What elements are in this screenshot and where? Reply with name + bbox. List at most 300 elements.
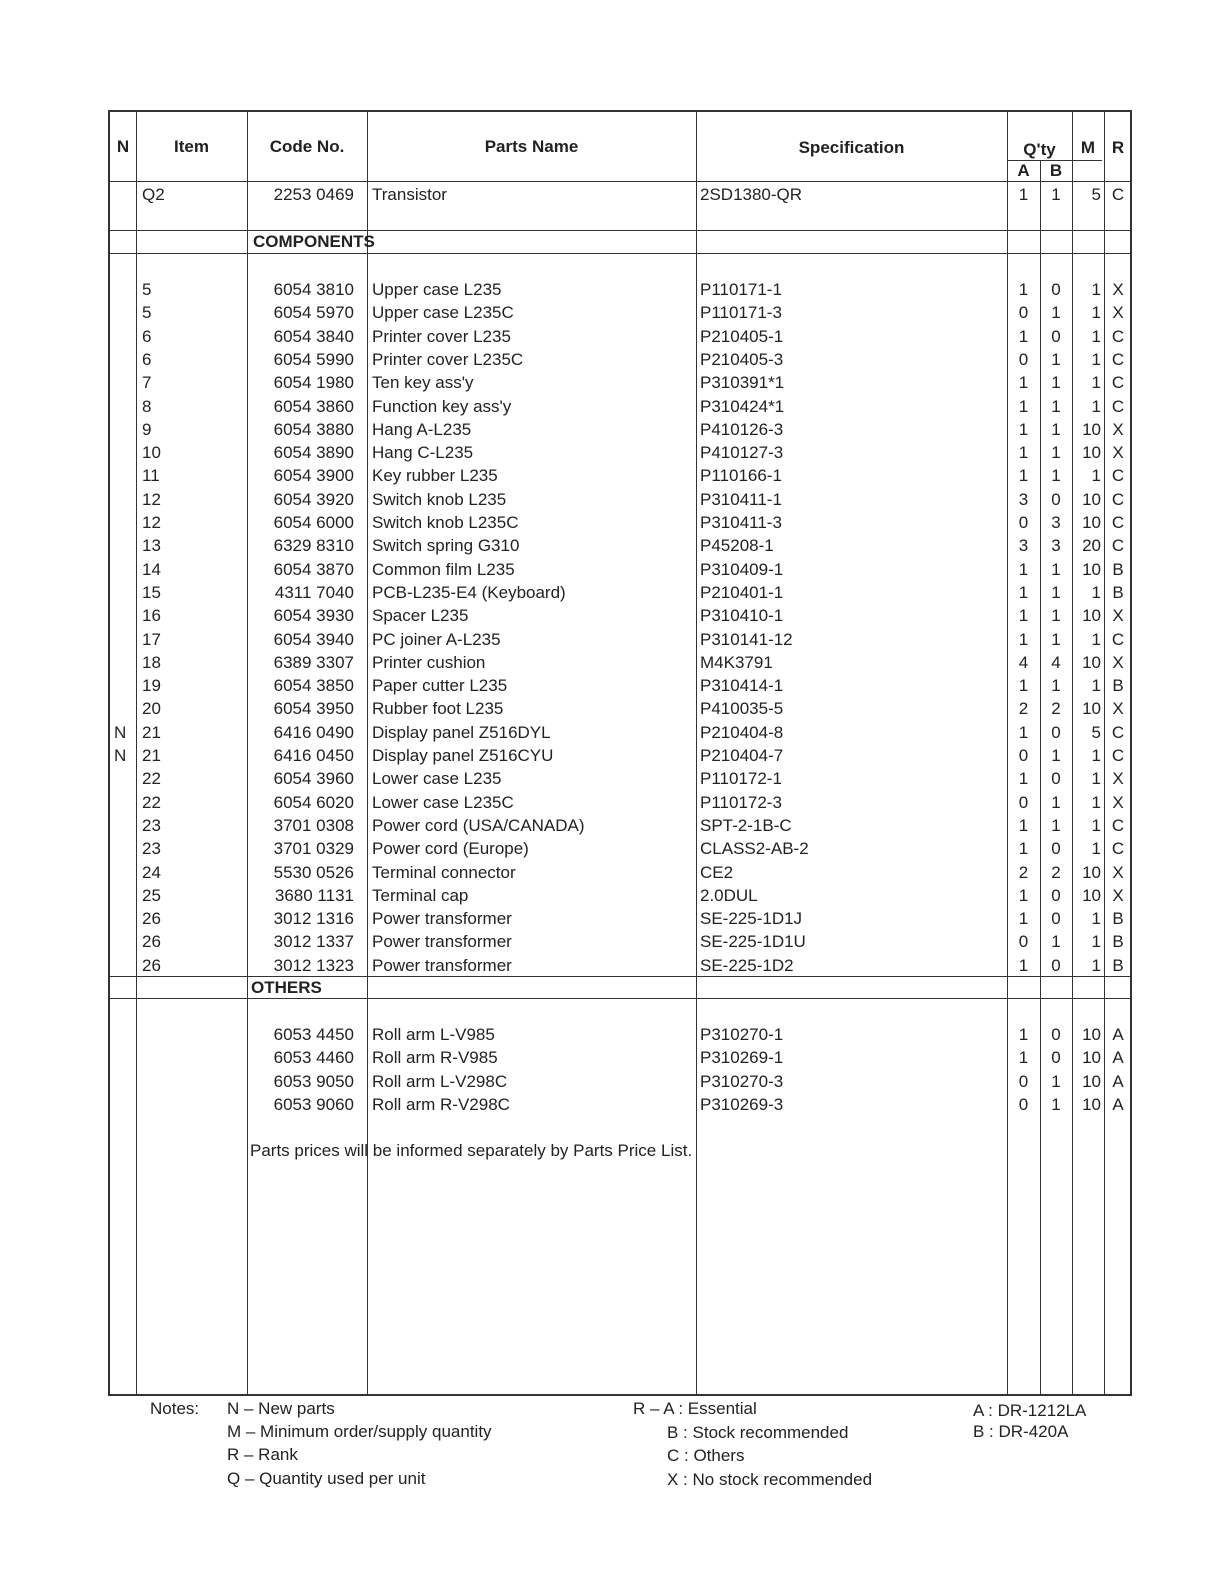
table-cell-r: C — [1111, 396, 1125, 416]
table-cell-m: 10 — [1082, 489, 1101, 509]
table-cell-m: 1 — [1091, 396, 1101, 416]
table-cell-m: 1 — [1091, 373, 1101, 393]
table-cell-a: 1 — [1018, 466, 1029, 486]
table-cell-code: 6054 3850 — [273, 676, 354, 696]
table-cell-code: 6053 9050 — [273, 1071, 354, 1091]
table-cell-name: Function key ass'y — [372, 396, 512, 416]
table-cell-spec: P110171-3 — [700, 303, 782, 323]
note-middle-2: C : Others — [667, 1446, 745, 1465]
table-cell-m: 1 — [1091, 629, 1101, 649]
table-cell-b: 1 — [1051, 676, 1061, 696]
table-cell-item: 16 — [142, 606, 161, 626]
table-cell-name: Paper cutter L235 — [372, 676, 508, 696]
table-cell-spec: P310424*1 — [700, 396, 785, 416]
table-cell-code: 4311 7040 — [274, 582, 354, 602]
table-cell-item: 24 — [142, 862, 161, 882]
table-cell-a: 1 — [1018, 280, 1029, 299]
table-cell-b: 0 — [1051, 489, 1061, 509]
table-cell-r: A — [1112, 1025, 1124, 1044]
table-cell-a: 1 — [1018, 606, 1029, 626]
table-cell-b: 1 — [1051, 373, 1061, 393]
table-cell-m: 10 — [1082, 862, 1101, 882]
table-cell-item: 13 — [142, 536, 161, 556]
notes-label: Notes: — [150, 1399, 200, 1418]
table-cell-a: 1 — [1018, 629, 1029, 649]
table-cell-item: 14 — [142, 559, 161, 579]
table-cell-r: X — [1112, 769, 1124, 789]
table-cell-name: Rubber foot L235 — [372, 699, 504, 719]
table-cell-r: C — [1111, 629, 1125, 649]
table-cell-r: B — [1112, 582, 1124, 602]
table-cell-name: Switch knob L235 — [372, 489, 507, 509]
table-cell-a: 1 — [1018, 185, 1029, 204]
header-r: R — [1111, 138, 1125, 157]
table-cell-m: 10 — [1082, 606, 1101, 626]
table-cell-name: PCB-L235-E4 (Keyboard) — [372, 582, 566, 602]
table-cell-name: Key rubber L235 — [372, 466, 498, 486]
table-cell-item: 17 — [142, 629, 161, 649]
table-cell-m: 10 — [1082, 443, 1101, 463]
table-cell-a: 1 — [1018, 815, 1029, 835]
table-cell-r: X — [1112, 652, 1124, 672]
table-cell-spec: P310269-1 — [700, 1048, 784, 1068]
table-cell-spec: P310269-3 — [700, 1094, 784, 1114]
table-cell-a: 1 — [1018, 396, 1029, 416]
table-cell-r: A — [1112, 1094, 1124, 1114]
others-bottom-line — [110, 998, 1130, 999]
price-note: Parts prices will be informed separately by Parts Price List. — [250, 1141, 693, 1160]
table-cell-item: 20 — [142, 699, 161, 719]
table-cell-r: X — [1112, 792, 1124, 812]
table-cell-m: 1 — [1091, 746, 1101, 765]
table-cell-r: B — [1112, 932, 1124, 952]
table-cell-name: Roll arm R-V985 — [372, 1048, 498, 1068]
table-cell-b: 1 — [1051, 303, 1061, 323]
table-cell-b: 3 — [1051, 513, 1061, 532]
table-cell-code: 3701 0308 — [273, 815, 354, 835]
table-cell-b: 1 — [1051, 419, 1061, 439]
table-cell-a: 2 — [1018, 699, 1029, 719]
table-cell-a: 0 — [1018, 792, 1029, 812]
table-cell-a: 0 — [1018, 1094, 1029, 1114]
table-cell-r: C — [1111, 373, 1125, 393]
table-cell-m: 10 — [1082, 885, 1101, 905]
table-cell-name: Spacer L235 — [372, 606, 469, 626]
table-cell-a: 0 — [1018, 1071, 1029, 1091]
table-cell-item: Q2 — [142, 185, 165, 204]
table-cell-m: 1 — [1091, 792, 1101, 812]
table-cell-code: 6054 5970 — [273, 303, 354, 323]
table-cell-b: 0 — [1051, 955, 1061, 975]
table-cell-m: 1 — [1091, 839, 1101, 859]
table-cell-b: 3 — [1051, 536, 1061, 556]
table-cell-b: 2 — [1051, 862, 1061, 882]
table-cell-m: 1 — [1091, 349, 1101, 369]
table-cell-code: 5530 0526 — [273, 862, 354, 882]
table-cell-m: 1 — [1091, 280, 1101, 299]
table-cell-name: Roll arm R-V298C — [372, 1094, 510, 1114]
header-code: Code No. — [269, 137, 345, 156]
table-cell-code: 6054 3870 — [273, 559, 354, 579]
table-cell-code: 6054 3880 — [273, 419, 354, 439]
table-cell-code: 6054 3810 — [273, 280, 354, 299]
table-cell-name: Ten key ass'y — [372, 373, 474, 393]
table-cell-r: B — [1112, 955, 1124, 975]
table-cell-code: 6054 1980 — [273, 373, 354, 393]
table-cell-m: 1 — [1091, 303, 1101, 323]
table-cell-m: 1 — [1091, 769, 1101, 789]
table-cell-spec: P310141-12 — [700, 629, 793, 649]
table-cell-code: 6054 3930 — [273, 606, 354, 626]
table-cell-item: 10 — [142, 443, 161, 463]
table-cell-m: 5 — [1091, 185, 1101, 204]
table-cell-r: C — [1111, 349, 1125, 369]
table-cell-r: C — [1111, 815, 1125, 835]
table-cell-m: 1 — [1091, 676, 1101, 696]
table-cell-name: Display panel Z516DYL — [372, 722, 551, 742]
table-cell-b: 1 — [1051, 582, 1061, 602]
table-cell-b: 1 — [1051, 606, 1061, 626]
table-cell-code: 6053 9060 — [273, 1094, 354, 1114]
table-cell-b: 4 — [1051, 652, 1061, 672]
header-qty-b: B — [1049, 161, 1063, 180]
table-cell-m: 10 — [1082, 1048, 1101, 1068]
table-cell-r: C — [1111, 185, 1125, 204]
table-cell-m: 1 — [1091, 582, 1101, 602]
table-cell-m: 20 — [1082, 536, 1101, 556]
table-cell-item: 12 — [142, 513, 161, 532]
table-cell-spec: P110166-1 — [700, 466, 782, 486]
table-cell-r: X — [1112, 303, 1124, 323]
table-cell-a: 1 — [1018, 1048, 1029, 1068]
note-right-0: A : DR-1212LA — [973, 1401, 1087, 1420]
table-cell-spec: P310410-1 — [700, 606, 784, 626]
table-cell-code: 6053 4460 — [273, 1048, 354, 1068]
table-cell-a: 0 — [1018, 349, 1029, 369]
table-cell-item: 23 — [142, 839, 161, 859]
table-cell-b: 1 — [1051, 349, 1061, 369]
table-cell-m: 10 — [1082, 1025, 1101, 1044]
table-cell-r: X — [1112, 443, 1124, 463]
table-cell-item: 5 — [142, 280, 152, 299]
table-cell-a: 1 — [1018, 885, 1029, 905]
note-left-0: N – New parts — [227, 1399, 335, 1418]
table-cell-item: 26 — [142, 909, 161, 929]
table-cell-item: 8 — [142, 396, 152, 416]
table-cell-name: Terminal cap — [372, 885, 469, 905]
table-cell-m: 1 — [1091, 326, 1101, 346]
table-cell-b: 1 — [1051, 815, 1061, 835]
note-right-1: B : DR-420A — [973, 1422, 1069, 1441]
table-cell-spec: P110172-3 — [700, 792, 782, 812]
table-cell-spec: P310270-3 — [700, 1071, 784, 1091]
section-components: COMPONENTS — [253, 232, 375, 251]
table-cell-b: 1 — [1051, 1094, 1061, 1114]
table-cell-m: 10 — [1082, 1094, 1101, 1114]
table-cell-r: B — [1112, 559, 1124, 579]
table-cell-item: 18 — [142, 652, 161, 672]
table-cell-spec: P410127-3 — [700, 443, 784, 463]
table-cell-item: 6 — [142, 349, 152, 369]
table-cell-r: C — [1111, 722, 1125, 742]
table-cell-name: Lower case L235 — [372, 769, 502, 789]
table-cell-spec: P210401-1 — [700, 582, 784, 602]
table-cell-code: 6054 3940 — [273, 629, 354, 649]
table-cell-a: 3 — [1018, 536, 1029, 556]
table-cell-b: 0 — [1051, 839, 1061, 859]
table-cell-name: Power cord (USA/CANADA) — [372, 815, 585, 835]
table-cell-a: 1 — [1018, 839, 1029, 859]
section-others: OTHERS — [251, 978, 322, 997]
table-cell-item: 21 — [142, 722, 161, 742]
table-cell-b: 1 — [1051, 1071, 1061, 1091]
table-cell-code: 6054 5990 — [273, 349, 354, 369]
table-cell-r: C — [1111, 466, 1125, 486]
note-left-3: Q – Quantity used per unit — [227, 1469, 426, 1488]
table-cell-m: 10 — [1082, 559, 1101, 579]
table-cell-a: 1 — [1018, 559, 1029, 579]
table-cell-m: 1 — [1091, 815, 1101, 835]
table-cell-spec: SE-225-1D1U — [700, 932, 806, 952]
table-cell-name: Printer cover L235C — [372, 349, 524, 369]
note-middle-3: X : No stock recommended — [667, 1470, 873, 1489]
table-cell-r: A — [1112, 1048, 1124, 1068]
table-cell-name: PC joiner A-L235 — [372, 629, 501, 649]
header-parts-name: Parts Name — [484, 137, 579, 156]
table-cell-r: B — [1112, 909, 1124, 929]
table-cell-m: 1 — [1091, 932, 1101, 952]
table-cell-b: 1 — [1051, 746, 1061, 765]
table-cell-m: 1 — [1091, 955, 1101, 975]
table-cell-b: 1 — [1051, 559, 1061, 579]
table-cell-r: C — [1111, 746, 1125, 765]
table-cell-b: 0 — [1051, 326, 1061, 346]
table-cell-a: 1 — [1018, 909, 1029, 929]
table-cell-r: X — [1112, 419, 1124, 439]
table-cell-b: 1 — [1051, 443, 1061, 463]
table-cell-spec: P110171-1 — [700, 280, 782, 299]
table-cell-code: 6054 3890 — [273, 443, 354, 463]
header-specification: Specification — [798, 138, 905, 157]
table-cell-m: 10 — [1082, 699, 1101, 719]
table-cell-spec: P310409-1 — [700, 559, 784, 579]
table-cell-a: 4 — [1018, 652, 1029, 672]
table-cell-spec: M4K3791 — [700, 652, 773, 672]
table-cell-spec: P310414-1 — [700, 676, 784, 696]
table-cell-spec: P210405-3 — [700, 349, 784, 369]
table-cell-r: C — [1111, 326, 1125, 346]
table-cell-m: 10 — [1082, 652, 1101, 672]
table-cell-spec: SE-225-1D1J — [700, 909, 803, 929]
table-cell-b: 0 — [1051, 1025, 1061, 1044]
note-middle-1: B : Stock recommended — [667, 1423, 849, 1442]
table-cell-spec: P310411-1 — [700, 489, 782, 509]
table-cell-code: 3012 1323 — [273, 955, 354, 975]
header-bottom-line — [110, 181, 1130, 182]
header-qty-a: A — [1017, 161, 1030, 180]
table-cell-name: Upper case L235 — [372, 280, 502, 299]
table-cell-spec: 2SD1380-QR — [700, 185, 803, 204]
table-cell-spec: CLASS2-AB-2 — [700, 839, 809, 859]
table-cell-name: Power cord (Europe) — [372, 839, 529, 859]
table-cell-name: Upper case L235C — [372, 303, 514, 323]
note-left-2: R – Rank — [227, 1445, 298, 1464]
table-cell-r: C — [1111, 489, 1125, 509]
table-cell-code: 6054 6000 — [273, 513, 354, 532]
table-cell-r: A — [1112, 1071, 1124, 1091]
table-cell-b: 0 — [1051, 885, 1061, 905]
table-cell-name: Switch spring G310 — [372, 536, 520, 556]
table-cell-item: 23 — [142, 815, 161, 835]
table-cell-code: 6054 3860 — [273, 396, 354, 416]
header-m: M — [1080, 138, 1096, 157]
table-cell-b: 1 — [1051, 932, 1061, 952]
table-cell-m: 10 — [1082, 513, 1101, 532]
table-cell-spec: P45208-1 — [700, 536, 774, 556]
table-cell-code: 3680 1131 — [274, 885, 354, 905]
table-cell-a: 1 — [1018, 326, 1029, 346]
table-cell-a: 0 — [1018, 932, 1029, 952]
table-cell-m: 5 — [1091, 722, 1101, 742]
table-cell-code: 2253 0469 — [273, 185, 354, 204]
table-cell-a: 1 — [1018, 722, 1029, 742]
col-line-name — [696, 112, 697, 1396]
table-cell-item: 11 — [142, 466, 160, 486]
table-cell-code: 6416 0490 — [273, 722, 354, 742]
table-cell-code: 6329 8310 — [273, 536, 354, 556]
table-cell-m: 10 — [1082, 1071, 1101, 1091]
table-cell-code: 3012 1316 — [273, 909, 354, 929]
table-cell-spec: P310270-1 — [700, 1025, 784, 1044]
table-cell-a: 0 — [1018, 303, 1029, 323]
table-cell-n: N — [114, 746, 127, 765]
table-cell-a: 1 — [1018, 419, 1029, 439]
table-cell-item: 22 — [142, 792, 161, 812]
table-cell-name: Roll arm L-V298C — [372, 1071, 508, 1091]
table-cell-r: C — [1111, 513, 1125, 532]
table-cell-b: 0 — [1051, 280, 1061, 299]
table-cell-code: 6054 3840 — [273, 326, 354, 346]
table-cell-name: Power transformer — [372, 955, 512, 975]
table-cell-code: 6053 4450 — [273, 1025, 354, 1044]
table-cell-spec: P110172-1 — [700, 769, 782, 789]
table-cell-n: N — [114, 722, 127, 742]
table-cell-code: 6054 6020 — [273, 792, 354, 812]
table-cell-a: 1 — [1018, 676, 1029, 696]
table-cell-name: Roll arm L-V985 — [372, 1025, 495, 1044]
table-cell-item: 26 — [142, 955, 161, 975]
table-cell-item: 7 — [142, 373, 152, 393]
table-cell-spec: P310391*1 — [700, 373, 785, 393]
table-cell-b: 1 — [1051, 396, 1061, 416]
col-line-code — [367, 112, 368, 1396]
table-cell-item: 25 — [142, 885, 161, 905]
table-cell-a: 1 — [1018, 443, 1029, 463]
note-left-1: M – Minimum order/supply quantity — [227, 1422, 492, 1441]
table-cell-m: 1 — [1091, 466, 1101, 486]
components-bottom-line — [110, 253, 1130, 254]
table-cell-r: X — [1112, 862, 1124, 882]
table-cell-item: 9 — [142, 419, 152, 439]
table-cell-a: 1 — [1018, 582, 1029, 602]
table-cell-spec: P410126-3 — [700, 419, 784, 439]
table-cell-name: Power transformer — [372, 909, 512, 929]
table-cell-name: Printer cushion — [372, 652, 486, 672]
table-cell-a: 3 — [1018, 489, 1029, 509]
table-cell-r: X — [1112, 606, 1124, 626]
table-cell-b: 1 — [1051, 185, 1061, 204]
table-cell-name: Transistor — [372, 185, 447, 204]
table-cell-code: 6416 0450 — [273, 746, 354, 765]
table-cell-item: 26 — [142, 932, 161, 952]
table-cell-b: 0 — [1051, 1048, 1061, 1068]
table-cell-code: 6054 3900 — [273, 466, 354, 486]
col-line-item — [247, 112, 248, 1396]
table-cell-code: 3701 0329 — [273, 839, 354, 859]
table-cell-spec: P310411-3 — [700, 513, 782, 532]
table-cell-name: Hang A-L235 — [372, 419, 472, 439]
table-cell-code: 6054 3950 — [273, 699, 354, 719]
header-qty: Q'ty — [1023, 140, 1056, 159]
table-cell-item: 5 — [142, 303, 152, 323]
table-cell-name: Hang C-L235 — [372, 443, 474, 463]
table-cell-b: 0 — [1051, 909, 1061, 929]
table-cell-r: X — [1112, 885, 1124, 905]
components-top-line — [110, 230, 1130, 231]
table-cell-a: 2 — [1018, 862, 1029, 882]
table-cell-spec: CE2 — [700, 862, 734, 882]
table-cell-a: 0 — [1018, 513, 1029, 532]
note-middle-0: R – A : Essential — [633, 1399, 757, 1418]
table-cell-r: X — [1112, 699, 1124, 719]
table-cell-a: 0 — [1018, 746, 1029, 765]
table-cell-item: 6 — [142, 326, 152, 346]
table-cell-b: 1 — [1051, 466, 1061, 486]
table-cell-m: 1 — [1091, 909, 1101, 929]
table-cell-a: 1 — [1018, 769, 1029, 789]
table-cell-item: 12 — [142, 489, 161, 509]
table-cell-code: 6389 3307 — [273, 652, 354, 672]
table-cell-a: 1 — [1018, 955, 1029, 975]
table-cell-b: 1 — [1051, 792, 1061, 812]
table-cell-name: Printer cover L235 — [372, 326, 511, 346]
table-cell-item: 19 — [142, 676, 161, 696]
table-cell-b: 1 — [1051, 629, 1061, 649]
col-line-n — [136, 112, 137, 1396]
table-cell-name: Power transformer — [372, 932, 512, 952]
table-cell-item: 21 — [142, 746, 161, 765]
table-cell-spec: P410035-5 — [700, 699, 784, 719]
table-cell-m: 10 — [1082, 419, 1101, 439]
table-cell-name: Display panel Z516CYU — [372, 746, 554, 765]
table-cell-name: Switch knob L235C — [372, 513, 519, 532]
table-cell-r: C — [1111, 839, 1125, 859]
table-cell-spec: P210405-1 — [700, 326, 784, 346]
table-cell-spec: P210404-8 — [700, 722, 784, 742]
table-cell-spec: SPT-2-1B-C — [700, 815, 792, 835]
table-cell-a: 1 — [1018, 373, 1029, 393]
table-cell-b: 0 — [1051, 769, 1061, 789]
table-cell-r: C — [1111, 536, 1125, 556]
header-item: Item — [174, 137, 209, 156]
table-cell-b: 0 — [1051, 722, 1061, 742]
table-cell-item: 22 — [142, 769, 161, 789]
table-cell-spec: 2.0DUL — [700, 885, 758, 905]
table-cell-code: 6054 3960 — [273, 769, 354, 789]
table-cell-item: 15 — [142, 582, 161, 602]
table-cell-spec: P210404-7 — [700, 746, 784, 765]
table-cell-r: X — [1112, 280, 1124, 299]
